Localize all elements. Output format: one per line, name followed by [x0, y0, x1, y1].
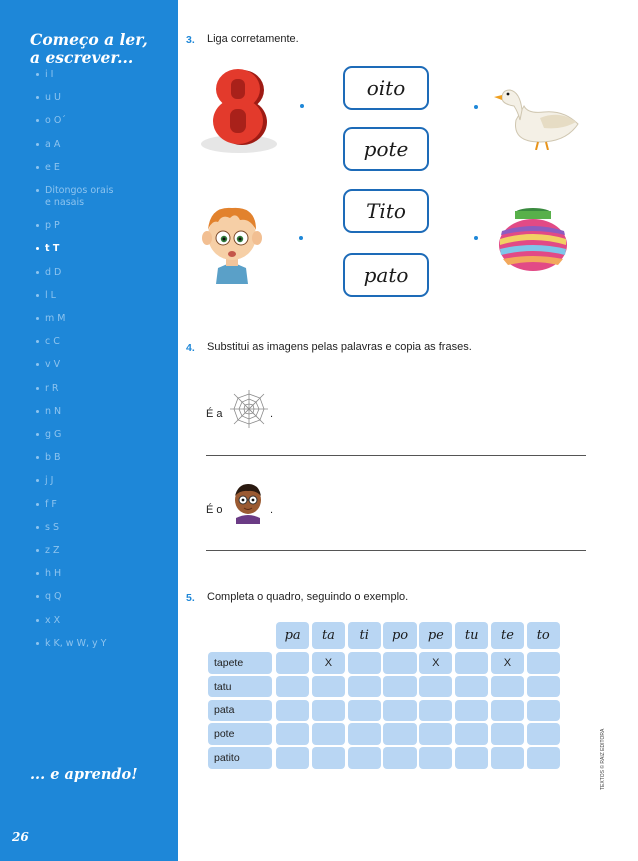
sidebar-item	[36, 452, 61, 464]
bullet-icon	[36, 224, 39, 227]
table-cell[interactable]	[419, 676, 452, 698]
sidebar-item-label: v V	[45, 359, 61, 371]
exercise-3-number: 3.	[186, 34, 195, 46]
sidebar-item-label: x X	[45, 614, 61, 626]
table-cell[interactable]	[491, 723, 524, 745]
sidebar-item	[36, 115, 66, 127]
sidebar-item	[36, 522, 59, 534]
sidebar-item-label: g G	[45, 429, 62, 440]
exercise-5-number: 5.	[186, 592, 195, 604]
word-box-oito[interactable]: oito	[343, 66, 429, 110]
bullet-icon	[36, 595, 39, 598]
table-row-word: pote	[208, 723, 272, 745]
sidebar-item-label-line2: e nasais	[45, 197, 85, 208]
bullet-icon	[36, 549, 39, 552]
bullet-icon	[36, 271, 39, 274]
table-cell[interactable]	[276, 723, 309, 745]
bullet-icon	[36, 456, 39, 459]
word-box-pote[interactable]: pote	[343, 127, 429, 171]
bullet-icon	[36, 572, 39, 575]
sidebar-item-label: p P	[45, 220, 60, 232]
sidebar-item	[36, 290, 56, 302]
table-cell[interactable]	[491, 676, 524, 698]
sidebar-item-label: l L	[45, 289, 56, 301]
bullet-icon	[36, 503, 39, 506]
table-cell[interactable]	[455, 676, 488, 698]
table-cell[interactable]	[527, 676, 560, 698]
bullet-icon	[36, 96, 39, 99]
sidebar-item	[36, 383, 59, 395]
sidebar-item	[36, 475, 53, 487]
sidebar-item	[36, 406, 61, 418]
table-cell[interactable]	[455, 747, 488, 769]
table-cell[interactable]	[491, 700, 524, 722]
bullet-icon	[36, 642, 39, 645]
syllable-header: tu	[455, 622, 488, 649]
sidebar-item-label: b B	[45, 452, 61, 464]
table-cell[interactable]	[348, 652, 381, 674]
table-cell[interactable]	[383, 723, 416, 745]
sidebar-item	[36, 220, 60, 232]
phrase-2-period: .	[270, 504, 274, 516]
table-row-word: tapete	[208, 652, 272, 674]
bullet-icon	[36, 526, 39, 529]
table-cell[interactable]	[383, 747, 416, 769]
exercise-5-instruction: Completa o quadro, seguindo o exemplo.	[207, 591, 409, 603]
sidebar-item	[36, 185, 113, 209]
bullet-icon	[36, 433, 39, 436]
exercise-3-instruction: Liga corretamente.	[207, 33, 299, 45]
sidebar-item-label: j J	[45, 475, 54, 487]
sidebar-item	[36, 336, 60, 348]
sidebar-item-label: s S	[45, 521, 59, 533]
duck-image	[494, 80, 584, 150]
bullet-icon	[36, 340, 39, 343]
table-cell[interactable]	[276, 652, 309, 674]
word-box-tito[interactable]: Tito	[343, 189, 429, 233]
table-cell[interactable]	[419, 723, 452, 745]
bullet-icon	[36, 189, 39, 192]
sidebar-item-label: o O´	[45, 115, 67, 127]
syllable-header: pe	[419, 622, 452, 649]
bullet-icon	[36, 410, 39, 413]
table-cell[interactable]: X	[419, 652, 452, 674]
bullet-icon	[36, 294, 39, 297]
sidebar-item	[36, 638, 106, 650]
sidebar-item-label: h H	[45, 568, 62, 580]
exercise-4-instruction: Substitui as imagens pelas palavras e copia as frases.	[207, 341, 472, 353]
table-cell[interactable]	[527, 747, 560, 769]
sidebar-title: Começo a ler, a escrever...	[30, 30, 148, 67]
sidebar-item	[36, 267, 61, 279]
sidebar-item	[36, 69, 53, 81]
syllable-header: to	[527, 622, 560, 649]
sidebar-footer: ... e aprendo!	[30, 766, 138, 783]
sidebar-item	[36, 591, 62, 603]
syllable-header: po	[383, 622, 416, 649]
sidebar-item-label: q Q	[45, 591, 62, 603]
bullet-icon	[36, 73, 39, 76]
table-cell[interactable]	[419, 700, 452, 722]
bullet-icon	[36, 363, 39, 366]
sidebar	[0, 0, 178, 861]
bullet-icon	[36, 119, 39, 122]
table-cell[interactable]	[383, 652, 416, 674]
table-row-word: pata	[208, 700, 272, 722]
table-cell[interactable]	[312, 747, 345, 769]
sidebar-item-label: z Z	[45, 545, 60, 556]
sidebar-item-label: e E	[45, 161, 60, 173]
sidebar-item	[36, 313, 65, 325]
table-cell[interactable]	[348, 676, 381, 698]
connect-dot[interactable]	[474, 236, 478, 240]
sidebar-item	[36, 243, 59, 255]
page-number: 26	[12, 830, 29, 844]
sidebar-item-label: u U	[45, 92, 61, 104]
sidebar-item-label: n N	[45, 405, 62, 417]
table-cell[interactable]	[383, 700, 416, 722]
table-cell[interactable]	[276, 700, 309, 722]
number-eight-image	[198, 64, 280, 154]
table-row-word: patito	[208, 747, 272, 769]
table-cell[interactable]	[276, 676, 309, 698]
table-cell[interactable]: X	[491, 652, 524, 674]
word-box-pato[interactable]: pato	[343, 253, 429, 297]
table-cell[interactable]	[491, 747, 524, 769]
table-cell[interactable]	[276, 747, 309, 769]
sidebar-item-label: t T	[45, 243, 60, 255]
table-cell[interactable]	[419, 747, 452, 769]
sidebar-item	[36, 92, 61, 104]
table-cell[interactable]	[348, 723, 381, 745]
table-cell[interactable]	[383, 676, 416, 698]
bullet-icon	[36, 619, 39, 622]
bullet-icon	[36, 247, 39, 250]
table-cell[interactable]	[527, 652, 560, 674]
spider-web-image	[228, 388, 270, 430]
table-cell[interactable]	[348, 700, 381, 722]
table-cell[interactable]	[455, 700, 488, 722]
sidebar-item-label: m M	[45, 313, 66, 324]
sidebar-item	[36, 545, 60, 557]
sidebar-item-label: i I	[45, 69, 54, 80]
bullet-icon	[36, 479, 39, 482]
phrase-1-period: .	[270, 408, 274, 420]
table-cell[interactable]: X	[312, 652, 345, 674]
sidebar-item-label: d D	[45, 266, 62, 278]
sidebar-item	[36, 429, 61, 441]
table-cell[interactable]	[312, 723, 345, 745]
table-cell[interactable]	[312, 700, 345, 722]
sidebar-item-label: r R	[45, 382, 59, 394]
table-cell[interactable]	[348, 747, 381, 769]
bullet-icon	[36, 166, 39, 169]
table-cell[interactable]	[527, 700, 560, 722]
answer-line-1[interactable]	[206, 455, 586, 456]
bullet-icon	[36, 143, 39, 146]
answer-line-2[interactable]	[206, 550, 586, 551]
sidebar-item	[36, 162, 60, 174]
table-row-word: tatu	[208, 676, 272, 698]
sidebar-item-label: a A	[45, 138, 61, 150]
phrase-1-prefix: É a	[206, 408, 223, 420]
sidebar-item-label: f F	[45, 498, 57, 510]
sidebar-item	[36, 568, 61, 580]
connect-dot[interactable]	[300, 104, 304, 108]
table-cell[interactable]	[312, 676, 345, 698]
bullet-icon	[36, 317, 39, 320]
connect-dot[interactable]	[299, 236, 303, 240]
syllable-header: te	[491, 622, 524, 649]
phrase-2-prefix: É o	[206, 504, 223, 516]
sidebar-item-label: k K, w W, y Y	[45, 637, 107, 649]
syllable-header: ti	[348, 622, 381, 649]
boy-image	[196, 196, 268, 286]
sidebar-item	[36, 499, 57, 511]
credit-text: TEXTOS © RAIZ EDITORA	[600, 728, 606, 790]
sidebar-item	[36, 139, 60, 151]
sidebar-item-label: c C	[45, 336, 60, 348]
table-cell[interactable]	[527, 723, 560, 745]
bullet-icon	[36, 387, 39, 390]
syllable-header: ta	[312, 622, 345, 649]
sidebar-item	[36, 359, 60, 371]
boy-with-glasses-image	[228, 478, 268, 524]
sidebar-item	[36, 615, 60, 627]
table-cell[interactable]	[455, 652, 488, 674]
pot-image	[496, 205, 570, 275]
exercise-4-number: 4.	[186, 342, 195, 354]
table-cell[interactable]	[455, 723, 488, 745]
connect-dot[interactable]	[474, 105, 478, 109]
syllable-header: pa	[276, 622, 309, 649]
sidebar-item-label: Ditongos orais	[45, 185, 114, 196]
